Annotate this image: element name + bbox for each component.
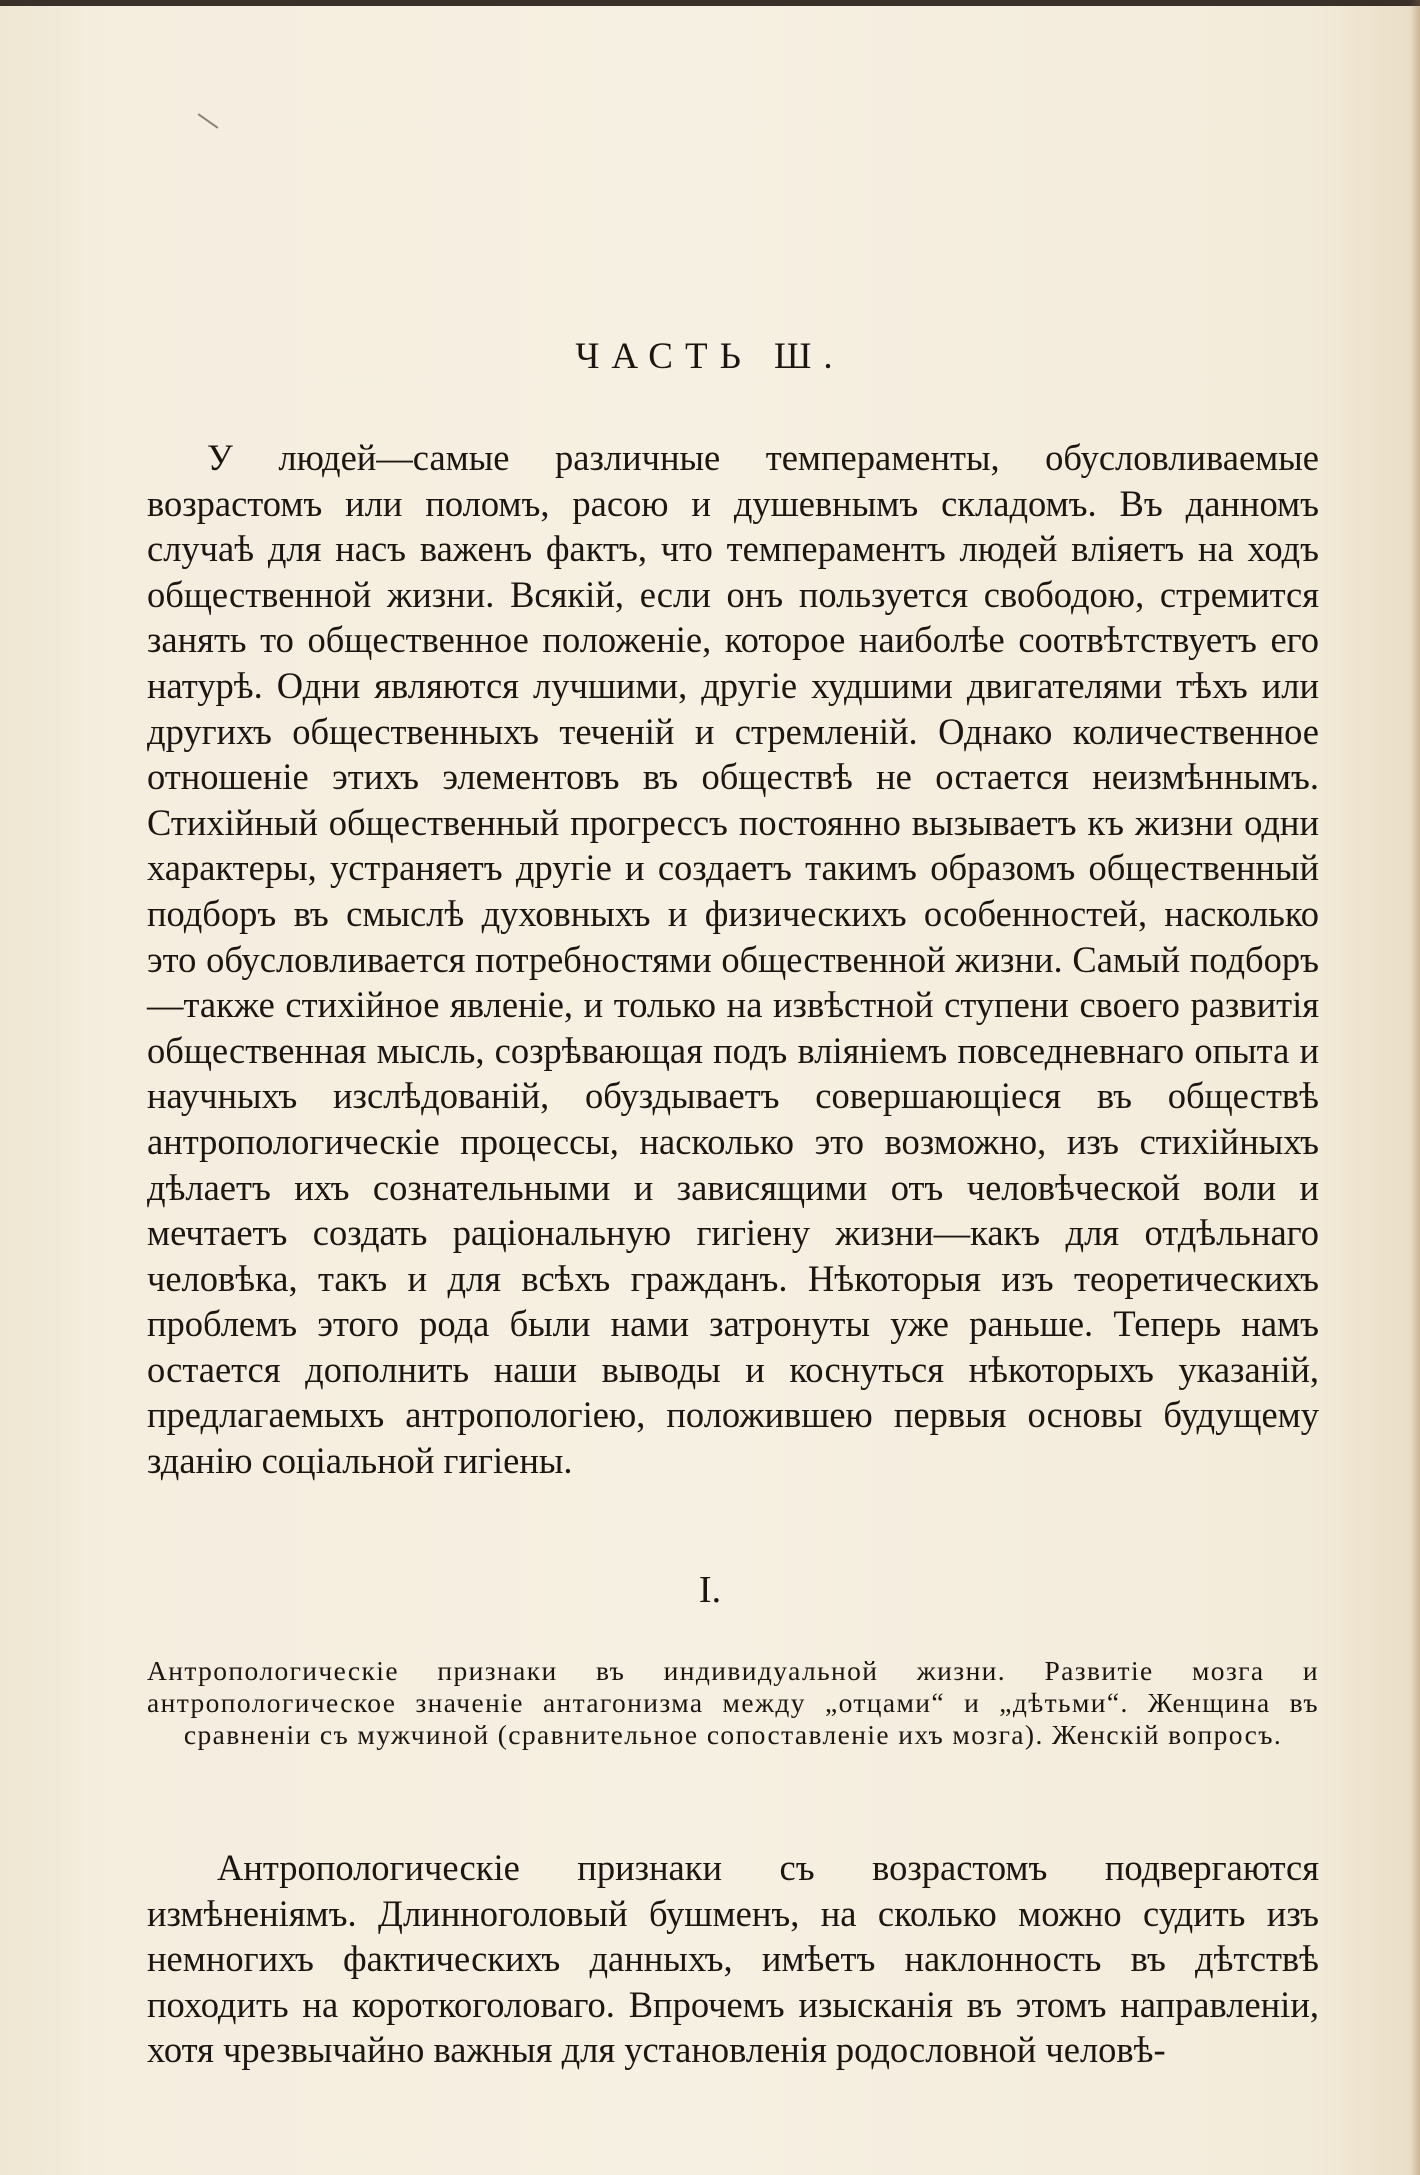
scan-top-edge [0, 0, 1420, 6]
part-heading: ЧАСТЬ Ш. [575, 336, 845, 377]
page-edge-shadow [1410, 0, 1420, 2175]
intro-paragraph: У людей—самые различные темпераменты, обусловливаемые возрастомъ или поломъ, расою и душевнымъ складомъ. Въ данномъ случаѣ для насъ важенъ фактъ, что темпераментъ людей вліяетъ на ходъ общественной жизни. Всякій, если онъ пользуется свободою, стремится занять то общественное положеніе, которое наиболѣе соотвѣтствуетъ его натурѣ. Одни являются лучшими, другіе худшими двигателями тѣхъ или другихъ общественныхъ теченій и стремленій. Однако количественное отношеніе этихъ элементовъ въ обществѣ не остается неизмѣннымъ. Стихійный общественный прогрессъ постоянно вызываетъ къ жизни одни характеры, устраняетъ другіе и создаетъ такимъ образомъ общественный подборъ въ смыслѣ духовныхъ и физическихъ особенностей, насколько это обусловливается потребностями общественной жизни. Самый подборъ—также стихійное явленіе, и только на извѣстной ступени своего развитія общественная мысль, созрѣвающая подъ вліяніемъ повседневнаго опыта и научныхъ изслѣдованій, обуздываетъ совершающіеся въ обществѣ антропологическіе процессы, насколько это возможно, изъ стихійныхъ дѣлаетъ ихъ сознательными и зависящими отъ человѣческой воли и мечтаетъ создать раціональную гигіену жизни—какъ для отдѣльнаго человѣка, такъ и для всѣхъ гражданъ. Нѣкоторыя изъ теоретическихъ проблемъ этого рода были нами затронуты уже раньше. Теперь намъ остается дополнить наши выводы и коснуться нѣкоторыхъ указаній, предлагаемыхъ антропологіею, положившею первыя основы будущему зданію соціальной гигіены. [147, 437, 1319, 1482]
stray-pen-mark [198, 113, 219, 128]
section-number: I. [698, 1569, 722, 1611]
section-summary: Антропологическіе признаки въ индивидуальной жизни. Развитіе мозга и антропологическое значеніе антагонизма между „отцами“ и „дѣтьми“. Женщина въ сравненіи съ мужчиной (сравнительное сопоставленіе ихъ мозга). Женскій вопросъ. [147, 1655, 1319, 1750]
body-paragraph: Антропологическіе признаки съ возрастомъ подвергаются измѣненіямъ. Длинноголовый бушменъ, на сколько можно судить изъ немногихъ фактическихъ данныхъ, имѣетъ наклонность въ дѣтствѣ походить на короткоголоваго. Впрочемъ изысканія въ этомъ направленіи, хотя чрезвычайно важныя для установленія родословной человѣ- [147, 1847, 1319, 2071]
